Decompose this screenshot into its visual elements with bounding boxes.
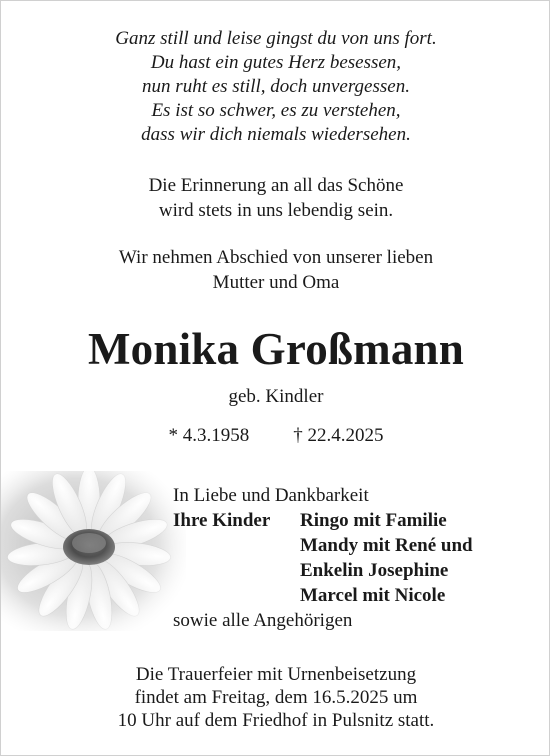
intro-line: Wir nehmen Abschied von unserer lieben <box>118 247 434 268</box>
memory-line: Die Erinnerung an all das Schöne <box>148 175 404 196</box>
signature-block <box>173 483 473 633</box>
greeting: In Liebe und Dankbarkeit <box>173 485 369 506</box>
children-block <box>173 508 473 608</box>
life-dates <box>1 424 550 448</box>
poem-line: dass wir dich niemals wiedersehen. <box>141 124 411 145</box>
poem-line: Du hast ein gutes Herz besessen, <box>150 52 402 73</box>
death-date: † 22.4.2025 <box>293 425 384 446</box>
children-label: Ihre Kinder <box>173 510 271 531</box>
daisy-flower-image <box>1 471 186 631</box>
memory-text <box>1 173 550 223</box>
children-list <box>300 508 473 608</box>
funeral-line: findet am Freitag, dem 16.5.2025 um <box>134 687 418 708</box>
funeral-info <box>1 663 550 732</box>
poem <box>1 27 550 147</box>
farewell-intro <box>1 245 550 295</box>
poem-line: Ganz still und leise gingst du von uns fort. <box>115 28 437 49</box>
funeral-line: Die Trauerfeier mit Urnenbeisetzung <box>135 664 417 685</box>
child-entry: Enkelin Josephine <box>300 560 449 581</box>
poem-line: Es ist so schwer, es zu verstehen, <box>151 100 401 121</box>
child-entry: Ringo mit Familie <box>300 510 447 531</box>
child-entry: Marcel mit Nicole <box>300 585 446 606</box>
deceased-name: Monika Großmann <box>87 324 464 374</box>
child-entry: Mandy mit René und <box>300 535 473 556</box>
relatives: sowie alle Angehörigen <box>173 610 353 631</box>
birth-date: * 4.3.1958 <box>168 425 250 446</box>
funeral-line: 10 Uhr auf dem Friedhof in Pulsnitz statt. <box>117 710 435 731</box>
maiden-name: geb. Kindler <box>228 386 324 407</box>
intro-line: Mutter und Oma <box>212 272 340 293</box>
poem-line: nun ruht es still, doch unvergessen. <box>142 76 410 97</box>
memory-line: wird stets in uns lebendig sein. <box>158 200 394 221</box>
